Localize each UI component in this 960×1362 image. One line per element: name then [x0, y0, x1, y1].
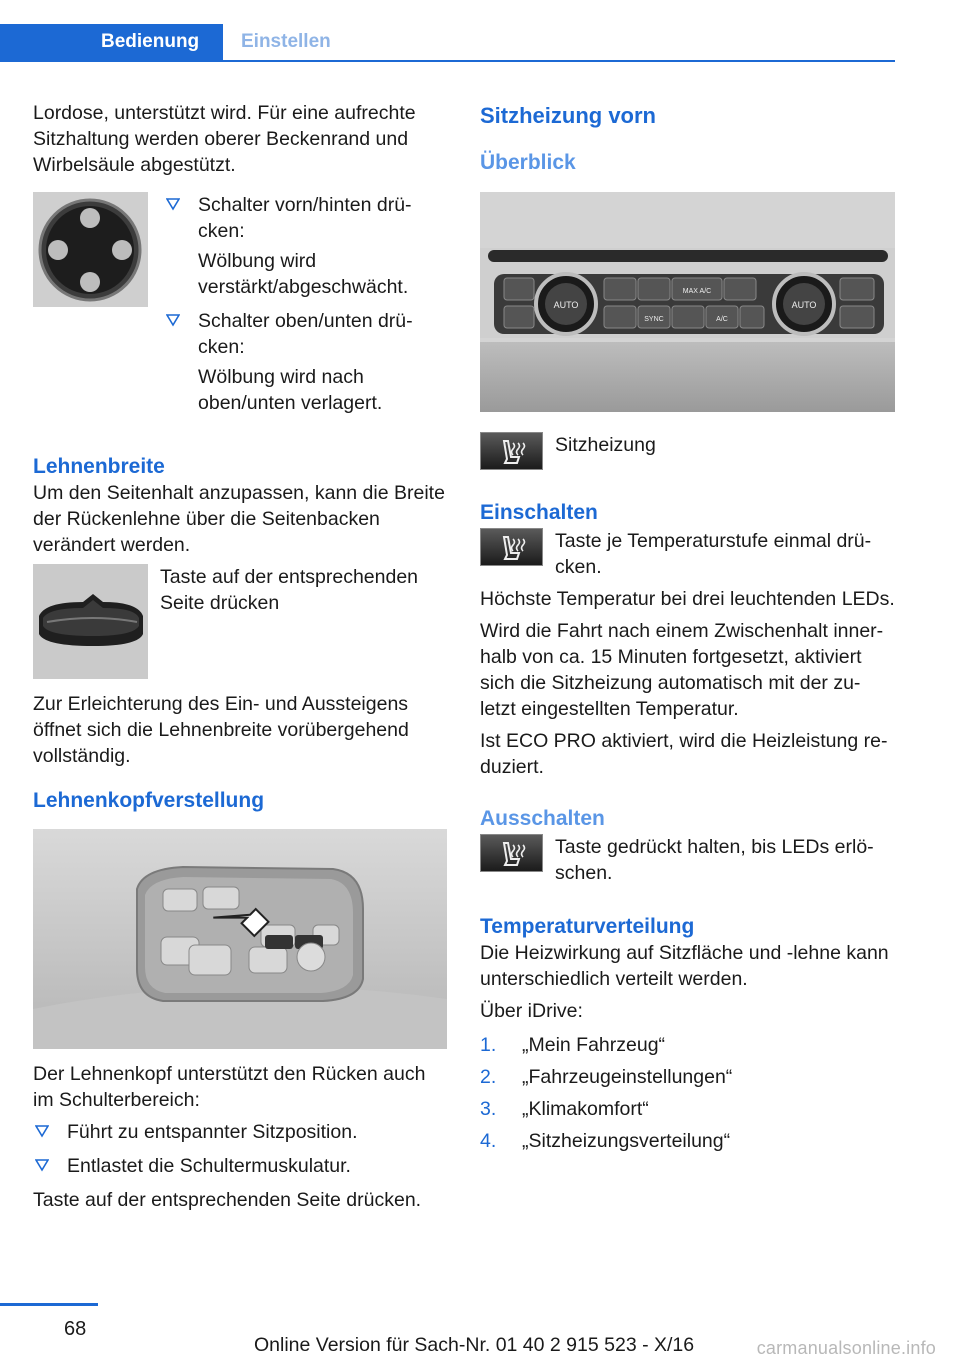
list-item	[480, 1096, 895, 1122]
footer-version-text: Online Version für Sach-Nr. 01 40 2 915 523 - X/16	[254, 1334, 695, 1356]
footer-accent-line	[0, 1303, 98, 1306]
watermark: carmanualsonline.info	[756, 1338, 936, 1358]
list-item-main: Schalter vorn/hinten drü‐cken:	[198, 194, 412, 242]
panel-auto-label-left: AUTO	[553, 300, 579, 310]
list-item	[480, 1128, 895, 1154]
step-number: 2.	[480, 1066, 497, 1088]
page-number: 68	[64, 1318, 87, 1340]
seat-control-image	[33, 829, 447, 1049]
list-item-text: Führt zu entspannter Sitzposition.	[67, 1121, 358, 1143]
heading-lehnenbreite: Lehnenbreite	[33, 455, 165, 478]
triangle-bullet-icon	[166, 197, 180, 211]
lumbar-list	[164, 192, 447, 416]
seat-heating-label: Sitzheizung	[555, 434, 656, 456]
step-number: 3.	[480, 1098, 497, 1120]
lumbar-intro: Lordose, unterstützt wird. Für eine aufrechte Sitzhaltung werden oberer Beckenrand und Wirbelsäule abgestützt.	[33, 102, 416, 176]
width-button-image	[33, 564, 148, 679]
triangle-bullet-icon	[166, 313, 180, 327]
climate-panel-image	[480, 192, 895, 412]
head-list	[33, 1119, 447, 1179]
idrive-steps	[480, 1032, 895, 1154]
list-item-sub: Wölbung wird verstärkt/abgeschwächt.	[198, 250, 409, 298]
heading-ueberblick: Überblick	[480, 151, 576, 174]
head-end-text: Taste auf der entsprechenden Seite drücken.	[33, 1189, 422, 1211]
step-text: „Klimakomfort“	[522, 1098, 649, 1120]
on-text-1: Höchste Temperatur bei drei leuchtenden LEDs.	[480, 588, 895, 610]
dist-via: Über iDrive:	[480, 1000, 583, 1022]
seat-heating-icon	[480, 432, 543, 470]
seat-heating-legend	[480, 432, 895, 470]
list-item	[480, 1032, 895, 1058]
left-column	[33, 100, 447, 1219]
width-section	[33, 564, 447, 679]
on-section	[480, 528, 895, 586]
triangle-bullet-icon	[35, 1124, 49, 1138]
step-text: „Mein Fahrzeug“	[522, 1034, 666, 1056]
heading-lehnenkopfverstellung: Lehnenkopfverstellung	[33, 789, 265, 812]
width-text: Um den Seitenhalt anzupassen, kann die Breite der Rückenlehne über die Seitenbacken verändert werden.	[33, 482, 445, 556]
width-note: Zur Erleichterung des Ein- und Aussteigens öffnet sich die Lehnenbreite vorübergehend vollständig.	[33, 693, 409, 767]
heading-temperaturverteilung: Temperaturverteilung	[480, 915, 695, 938]
list-item	[164, 192, 447, 300]
list-item-main: Schalter oben/unten drü‐cken:	[198, 310, 413, 358]
on-text-3: Ist ECO PRO aktiviert, wird die Heizleistung re‐duziert.	[480, 730, 888, 778]
width-instruction: Taste auf der entsprechenden Seite drücken	[160, 566, 419, 614]
head-text: Der Lehnenkopf unterstützt den Rücken auch im Schulterbereich:	[33, 1063, 426, 1111]
tab-bedienung[interactable]: Bedienung	[0, 24, 223, 60]
lumbar-switch-image	[33, 192, 148, 307]
on-instruction: Taste je Temperaturstufe einmal drü‐cken.	[555, 530, 872, 578]
panel-auto-label-right: AUTO	[791, 300, 817, 310]
triangle-bullet-icon	[35, 1158, 49, 1172]
heading-sitzheizung-vorn: Sitzheizung vorn	[480, 103, 656, 128]
heading-ausschalten: Ausschalten	[480, 807, 605, 830]
seat-heating-icon	[480, 834, 543, 872]
panel-sync-label: SYNC	[644, 316, 664, 323]
step-number: 1.	[480, 1034, 497, 1056]
off-section	[480, 834, 895, 892]
dist-text: Die Heizwirkung auf Sitzfläche und -lehne kann unterschiedlich verteilt werden.	[480, 942, 889, 990]
panel-ac-label: A/C	[716, 316, 728, 323]
section-tabs	[0, 24, 895, 62]
on-text-2: Wird die Fahrt nach einem Zwischenhalt inner‐halb von ca. 15 Minuten fortgesetzt, aktiviert sich die Sitzheizung automatisch mit der zu‐letzt eingestellten Temperatur.	[480, 620, 884, 720]
tab-einstellen[interactable]: Einstellen	[241, 31, 331, 52]
list-item	[33, 1153, 447, 1179]
step-text: „Fahrzeugeinstellungen“	[522, 1066, 733, 1088]
panel-maxac-label: MAX A/C	[682, 288, 712, 295]
list-item	[480, 1064, 895, 1090]
list-item	[33, 1119, 447, 1145]
list-item	[164, 308, 447, 416]
seat-heating-icon	[480, 528, 543, 566]
right-column	[480, 100, 895, 1160]
lumbar-section	[33, 192, 447, 424]
list-item-text: Entlastet die Schultermuskulatur.	[67, 1155, 351, 1177]
step-number: 4.	[480, 1130, 497, 1152]
list-item-sub: Wölbung wird nach oben/unten verlagert.	[198, 366, 383, 414]
heading-einschalten: Einschalten	[480, 501, 598, 524]
off-instruction: Taste gedrückt halten, bis LEDs erlö‐schen.	[555, 836, 874, 884]
step-text: „Sitzheizungsverteilung“	[522, 1130, 731, 1152]
